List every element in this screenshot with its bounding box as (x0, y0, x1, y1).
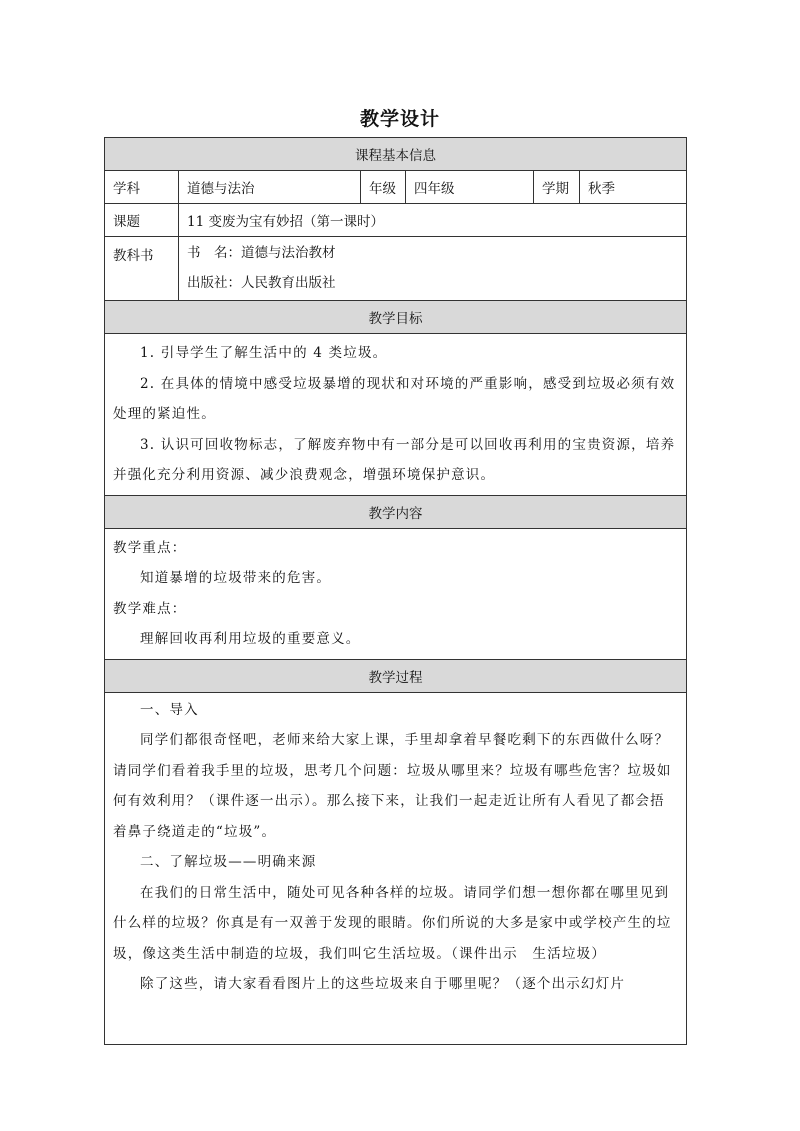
grade-label: 年级 (361, 171, 406, 204)
process-paragraph: 同学们都很奇怪吧，老师来给大家上课，手里却拿着早餐吃剩下的东西做什么呀？请同学们看着我手里的垃圾，思考几个问题：垃圾从哪里来？垃圾有哪些危害？垃圾如何有效利用？（课件逐一出示）。那么接下来，让我们一起走近让所有人看见了都会捂着鼻子绕道走的“垃圾”。 (113, 732, 672, 840)
document-title: 教学设计 (359, 108, 440, 130)
content-cell (105, 528, 687, 659)
difficulty-text: 理解回收再利用垃圾的重要意义。 (140, 631, 361, 647)
goal-item: 3. 认识可回收物标志，了解废弃物中有一部分是可以回收再利用的宝贵资源，培养并强化充分利用资源、减少浪费观念，增强环境保护意识。 (113, 436, 676, 483)
section-header-goals: 教学目标 (105, 301, 687, 334)
textbook-info (179, 237, 687, 301)
process-heading: 二、了解垃圾——明确来源 (140, 854, 317, 870)
key-point-label: 教学重点： (113, 539, 187, 556)
goal-item: 1. 引导学生了解生活中的 4 类垃圾。 (140, 345, 388, 361)
difficulty-label: 教学难点： (113, 600, 187, 617)
section-header-process: 教学过程 (105, 659, 687, 692)
section-header-content: 教学内容 (105, 495, 687, 528)
term-label: 学期 (534, 171, 580, 204)
term-value: 秋季 (580, 171, 687, 204)
lesson-plan-table (104, 137, 687, 1045)
process-heading: 一、导入 (140, 701, 199, 718)
process-paragraph: 除了这些，请大家看看图片上的这些垃圾来自于哪里呢？（逐个出示幻灯片 (140, 976, 626, 992)
goals-cell (105, 334, 687, 496)
subject-label: 学科 (105, 171, 179, 204)
textbook-name-line: 书 名：道德与法治教材 (187, 245, 336, 261)
topic-label: 课题 (105, 204, 179, 237)
process-paragraph: 在我们的日常生活中，随处可见各种各样的垃圾。请同学们想一想你都在哪里见到什么样的垃圾？你真是有一双善于发现的眼睛。你们所说的大多是家中或学校产生的垃圾，像这类生活中制造的垃圾，我们叫它生活垃圾。（课件出示 生活垃圾） (113, 884, 672, 962)
process-cell (105, 692, 687, 1044)
subject-value: 道德与法治 (179, 171, 361, 204)
textbook-label: 教科书 (105, 237, 179, 301)
topic-value: 11 变废为宝有妙招（第一课时） (179, 204, 687, 237)
goal-item: 2. 在具体的情境中感受垃圾暴增的现状和对环境的严重影响，感受到垃圾必须有效处理的紧迫性。 (113, 375, 676, 422)
grade-value: 四年级 (406, 171, 534, 204)
key-point-text: 知道暴增的垃圾带来的危害。 (140, 570, 332, 586)
section-header-basic-info: 课程基本信息 (105, 138, 687, 171)
textbook-publisher-line: 出版社：人民教育出版社 (187, 275, 336, 291)
